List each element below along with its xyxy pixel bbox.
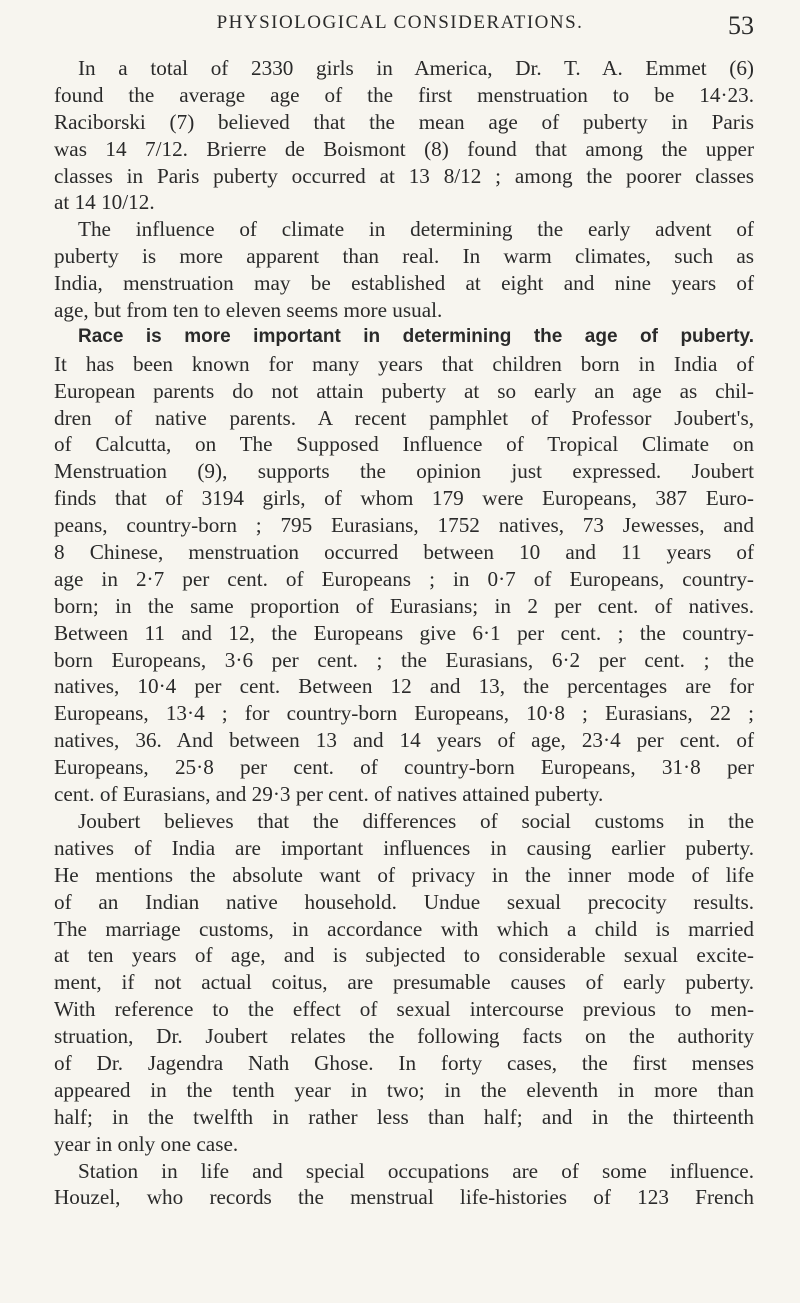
text-line: Joubert believes that the differences of social customs in the (78, 808, 754, 833)
text-line: Europeans, 25·8 per cent. of country-born Europeans, 31·8 per (54, 755, 754, 780)
text-line: India, menstruation may be established at eight and nine years of (54, 271, 754, 296)
text-line: half; in the twelfth in rather less than half; and in the thirteenth (54, 1104, 754, 1129)
page-header (0, 12, 800, 52)
text-line: European parents do not attain puberty at so early an age as chil- (54, 378, 754, 403)
text-line: struation, Dr. Joubert relates the following facts on the authority (54, 1024, 754, 1049)
text-line: natives, 10·4 per cent. Between 12 and 13, the percentages are for (54, 674, 754, 699)
text-line: ment, if not actual coitus, are presumable causes of early puberty. (54, 970, 754, 995)
text-line: The marriage customs, in accordance with which a child is married (54, 916, 754, 941)
text-line-bold-lead: Station in life and special occupations are of some influence. (78, 1158, 754, 1183)
text-line: at 14 10/12. (54, 190, 155, 215)
text-line: age, but from ten to eleven seems more usual. (54, 298, 443, 323)
text-line: appeared in the tenth year in two; in the eleventh in more than (54, 1077, 754, 1102)
text-line: at ten years of age, and is subjected to considerable sexual excite- (54, 943, 754, 968)
text-line: In a total of 2330 girls in America, Dr. T. A. Emmet (6) (78, 56, 754, 80)
text-line: Raciborski (7) believed that the mean age of puberty in Paris (54, 109, 754, 134)
text-line: dren of native parents. A recent pamphlet of Professor Joubert's, (54, 405, 754, 430)
text-line: cent. of Eurasians, and 29·3 per cent. of natives attained puberty. (54, 782, 604, 807)
text-line: natives of India are important influences in causing earlier puberty. (54, 835, 754, 860)
text-line: year in only one case. (54, 1131, 239, 1156)
text-line: found the average age of the first menstruation to be 14·23. (54, 82, 754, 107)
text-line: With reference to the effect of sexual intercourse previous to men- (54, 997, 754, 1022)
text-line: Houzel, who records the menstrual life-histories of 123 French (54, 1185, 754, 1210)
text-line: of an Indian native household. Undue sexual precocity results. (54, 889, 754, 914)
text-line: Menstruation (9), supports the opinion just expressed. Joubert (54, 459, 754, 484)
text-line: 8 Chinese, menstruation occurred between 10 and 11 years of (54, 540, 754, 565)
text-line: natives, 36. And between 13 and 14 years of age, 23·4 per cent. of (54, 728, 754, 753)
text-line: finds that of 3194 girls, of whom 179 were Europeans, 387 Euro- (54, 486, 754, 511)
running-head: PHYSIOLOGICAL CONSIDERATIONS. (216, 12, 584, 33)
text-line: of Calcutta, on The Supposed Influence of Tropical Climate on (54, 432, 754, 457)
text-line: He mentions the absolute want of privacy in the inner mode of life (54, 862, 754, 887)
bold-lead-line: Race is more important in determining the age of puberty. (78, 325, 754, 347)
text-line: age in 2·7 per cent. of Europeans ; in 0·7 of Europeans, country- (54, 566, 754, 591)
text-line: The influence of climate in determining the early advent of (78, 217, 754, 242)
text-line: It has been known for many years that children born in India of (54, 351, 754, 376)
text-line: puberty is more apparent than real. In warm climates, such as (54, 244, 754, 269)
page-number: 53 (728, 11, 754, 40)
text-line: Europeans, 13·4 ; for country-born Europeans, 10·8 ; Eurasians, 22 ; (54, 701, 754, 726)
text-line: of Dr. Jagendra Nath Ghose. In forty cases, the first menses (54, 1050, 754, 1075)
text-line: peans, country-born ; 795 Eurasians, 1752 natives, 73 Jewesses, and (54, 513, 754, 538)
body-text (54, 55, 754, 1211)
text-line: was 14 7/12. Brierre de Boismont (8) found that among the upper (54, 136, 754, 161)
text-line: classes in Paris puberty occurred at 13 8/12 ; among the poorer classes (54, 163, 754, 188)
text-line: born; in the same proportion of Eurasians; in 2 per cent. of natives. (54, 593, 754, 618)
text-line: Between 11 and 12, the Europeans give 6·1 per cent. ; the country- (54, 620, 754, 645)
text-line: born Europeans, 3·6 per cent. ; the Eurasians, 6·2 per cent. ; the (54, 647, 754, 672)
